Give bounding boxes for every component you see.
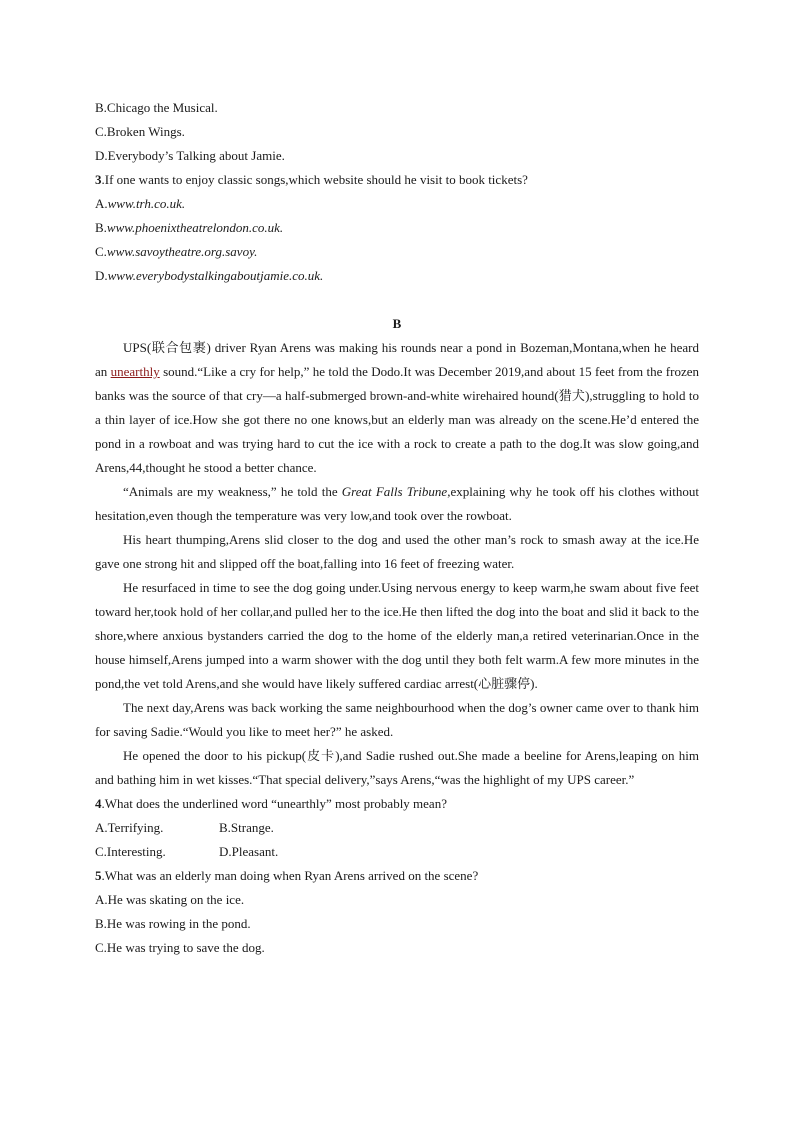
q3-option-d-letter: D. [95, 268, 108, 283]
question-3 [95, 168, 699, 192]
passage-paragraph-2 [95, 480, 699, 528]
passage-paragraph-5: The next day,Arens was back working the same neighbourhood when the dog’s owner came over to thank him for saving Sadie.“Would you like to meet her?” he asked. [95, 700, 699, 739]
option-b: B.Chicago the Musical. [95, 100, 218, 115]
passage-paragraph-1 [95, 336, 699, 480]
q4-option-c: C.Interesting. [95, 844, 166, 859]
underlined-word: unearthly [110, 364, 160, 379]
passage-paragraph-3: His heart thumping,Arens slid closer to the dog and used the other man’s rock to smash away at the ice.He gave one strong hit and slipped off the boat,falling into 16 feet of freezing water. [95, 532, 699, 571]
q4-options-row-2 [95, 840, 699, 864]
question-4 [95, 792, 699, 816]
q3-option-d [95, 264, 699, 288]
q3-option-b-url: www.phoenixtheatrelondon.co.uk. [106, 220, 284, 235]
q5-option-b: B.He was rowing in the pond. [95, 916, 251, 931]
q3-option-b [95, 216, 699, 240]
question-4-text: .What does the underlined word “unearthly” most probably mean? [101, 796, 447, 811]
q3-option-c-letter: C. [95, 244, 107, 259]
q4-option-b: B.Strange. [219, 820, 274, 835]
q4-option-a: A.Terrifying. [95, 820, 164, 835]
question-3-number: 3 [95, 172, 102, 187]
question-4-number: 4 [95, 796, 102, 811]
q3-option-c-url: www.savoytheatre.org.savoy. [106, 244, 258, 259]
p2-text-a: “Animals are my weakness,” he told the [123, 484, 342, 499]
option-d: D.Everybody’s Talking about Jamie. [95, 148, 285, 163]
q5-option-c: C.He was trying to save the dog. [95, 940, 265, 955]
document-page [95, 96, 699, 960]
passage-paragraph-4: He resurfaced in time to see the dog going under.Using nervous energy to keep warm,he swam about five feet toward her,took hold of her collar,and pulled her to the ice.He then lifted the dog into the boat and slid it back to the shore,where anxious bystanders carried the dog to the home of the elderly man,a retired veterinarian.Once in the house himself,Arens jumped into a warm shower with the dog until they both felt warm.A few more minutes in the pond,the vet told Arens,and she would have likely suffered cardiac arrest(心脏骤停). [95, 580, 699, 691]
question-5-number: 5 [95, 868, 102, 883]
q3-option-d-url: www.everybodystalkingaboutjamie.co.uk. [107, 268, 324, 283]
p1-text-a: UPS(联合包裹) driver Ryan Arens was making his rounds near a pond in Bozeman,Montana,when he heard an [95, 340, 699, 379]
q5-option-a: A.He was skating on the ice. [95, 892, 245, 907]
q4-option-d: D.Pleasant. [219, 844, 279, 859]
section-heading: B [392, 316, 402, 331]
question-3-text: .If one wants to enjoy classic songs,which website should he visit to book tickets? [101, 172, 528, 187]
question-5-text: .What was an elderly man doing when Ryan Arens arrived on the scene? [101, 868, 479, 883]
p1-text-b: sound.“Like a cry for help,” he told the Dodo.It was December 2019,and about 15 feet from the frozen banks was the source of that cry—a half-submerged brown-and-white wirehaired hound(猎犬),struggling to hold to a thin layer of ice.How she got there no one knows,but an elderly man was already on the scene.He’d entered the pond in a rowboat and was trying hard to cut the ice with a rock to create a path to the dog.It was slow going,and Arens,44,thought he stood a better chance. [95, 364, 699, 475]
q3-option-a [95, 192, 699, 216]
option-c: C.Broken Wings. [95, 124, 185, 139]
newspaper-name: Great Falls Tribune [341, 484, 448, 499]
q3-option-a-url: www.trh.co.uk. [107, 196, 186, 211]
q4-options-row-1 [95, 816, 699, 840]
question-5 [95, 864, 699, 888]
q3-option-b-letter: B. [95, 220, 107, 235]
q3-option-a-letter: A. [95, 196, 108, 211]
p2-text-b: ,explaining why he took off his clothes without hesitation,even though the temperature was very low,and took over the rowboat. [95, 484, 699, 523]
q3-option-c [95, 240, 699, 264]
passage-paragraph-6: He opened the door to his pickup(皮卡),and Sadie rushed out.She made a beeline for Arens,leaping on him and bathing him in wet kisses.“That special delivery,”says Arens,“was the highlight of my UPS career.” [95, 748, 699, 787]
